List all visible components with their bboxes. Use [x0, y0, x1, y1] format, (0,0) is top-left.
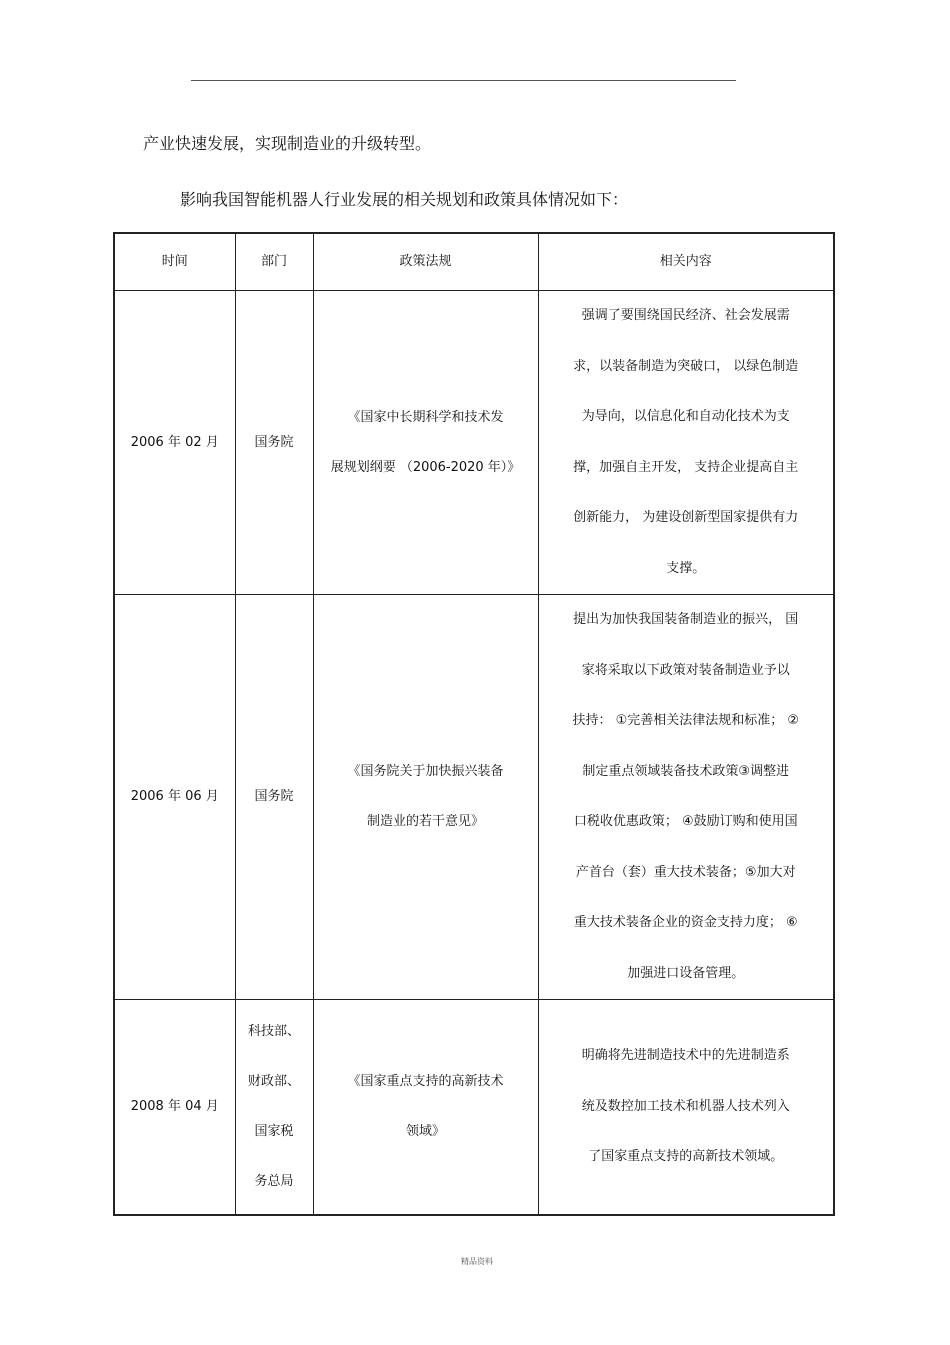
- content-line: 强调了要围绕国民经济、社会发展需: [581, 308, 790, 323]
- content-line: 为导向，以信息化和自动化技术为支: [581, 409, 790, 424]
- cell-content: [538, 291, 834, 595]
- header-rule: [191, 80, 736, 81]
- department-line: 务总局: [254, 1174, 294, 1189]
- content-line: 撑，加强自主开发， 支持企业提高自主: [573, 459, 799, 475]
- intro-paragraph-1: 产业快速发展，实现制造业的升级转型。: [143, 134, 432, 153]
- table-row: [114, 1000, 834, 1216]
- content-line: 制定重点领域装备技术政策③调整进: [582, 763, 790, 779]
- content-line: 产首台（套）重大技术装备；⑤加大对: [575, 864, 796, 880]
- department-line: 科技部、: [247, 1024, 300, 1039]
- cell-content: [538, 1000, 834, 1216]
- content-line: 创新能力， 为建设创新型国家提供有力: [573, 510, 799, 525]
- header-time: 时间: [114, 233, 235, 291]
- cell-department: [235, 595, 313, 1000]
- content-line: 求，以装备制造为突破口， 以绿色制造: [573, 358, 799, 374]
- content-line: 统及数控加工技术和机器人技术列入: [581, 1098, 790, 1114]
- table-row: [114, 291, 834, 595]
- intro-paragraph-2: 影响我国智能机器人行业发展的相关规划和政策具体情况如下：: [180, 190, 629, 209]
- page-footer: 精品资料: [461, 1257, 493, 1266]
- cell-department: [235, 1000, 313, 1216]
- content-line: 支撑。: [666, 560, 706, 576]
- department-line: 国务院: [254, 434, 294, 450]
- content-line: 提出为加快我国装备制造业的振兴， 国: [573, 612, 799, 627]
- cell-policy: [313, 595, 538, 1000]
- header-policy: 政策法规: [313, 233, 538, 291]
- content-line: 加强进口设备管理。: [627, 965, 745, 981]
- cell-policy: [313, 1000, 538, 1216]
- content-line: 明确将先进制造技术中的先进制造系: [581, 1048, 790, 1064]
- content-line: 家将采取以下政策对装备制造业予以: [581, 662, 790, 678]
- department-line: 国务院: [254, 789, 294, 804]
- cell-time: 2008 年 04 月: [114, 1000, 235, 1216]
- cell-department: [235, 291, 313, 595]
- policy-line: 制造业的若干意见》: [366, 814, 484, 829]
- cell-time: 2006 年 02 月: [114, 291, 235, 595]
- department-line: 国家税: [254, 1124, 294, 1139]
- policy-table: [113, 232, 835, 1216]
- policy-line: 领域》: [405, 1124, 445, 1139]
- policy-line: 《国家中长期科学和技术发: [347, 409, 504, 425]
- cell-policy: [313, 291, 538, 595]
- department-line: 财政部、: [247, 1074, 300, 1089]
- policy-line: 《国务院关于加快振兴装备: [347, 764, 504, 779]
- policy-line: 展规划纲要 （2006-2020 年）》: [330, 459, 521, 475]
- cell-time: 2006 年 06 月: [114, 595, 235, 1000]
- content-line: 重大技术装备企业的资金支持力度； ⑥: [573, 915, 798, 930]
- content-line: 口税收优惠政策； ④鼓励订购和使用国: [573, 814, 798, 829]
- content-line: 了国家重点支持的高新技术领域。: [588, 1149, 784, 1165]
- policy-line: 《国家重点支持的高新技术: [347, 1074, 504, 1089]
- header-department: 部门: [235, 233, 313, 291]
- header-content: 相关内容: [538, 233, 834, 291]
- table-row: [114, 595, 834, 1000]
- table-header-row: [114, 233, 834, 291]
- cell-content: [538, 595, 834, 1000]
- content-line: 扶持： ①完善相关法律法规和标准； ②: [572, 713, 800, 728]
